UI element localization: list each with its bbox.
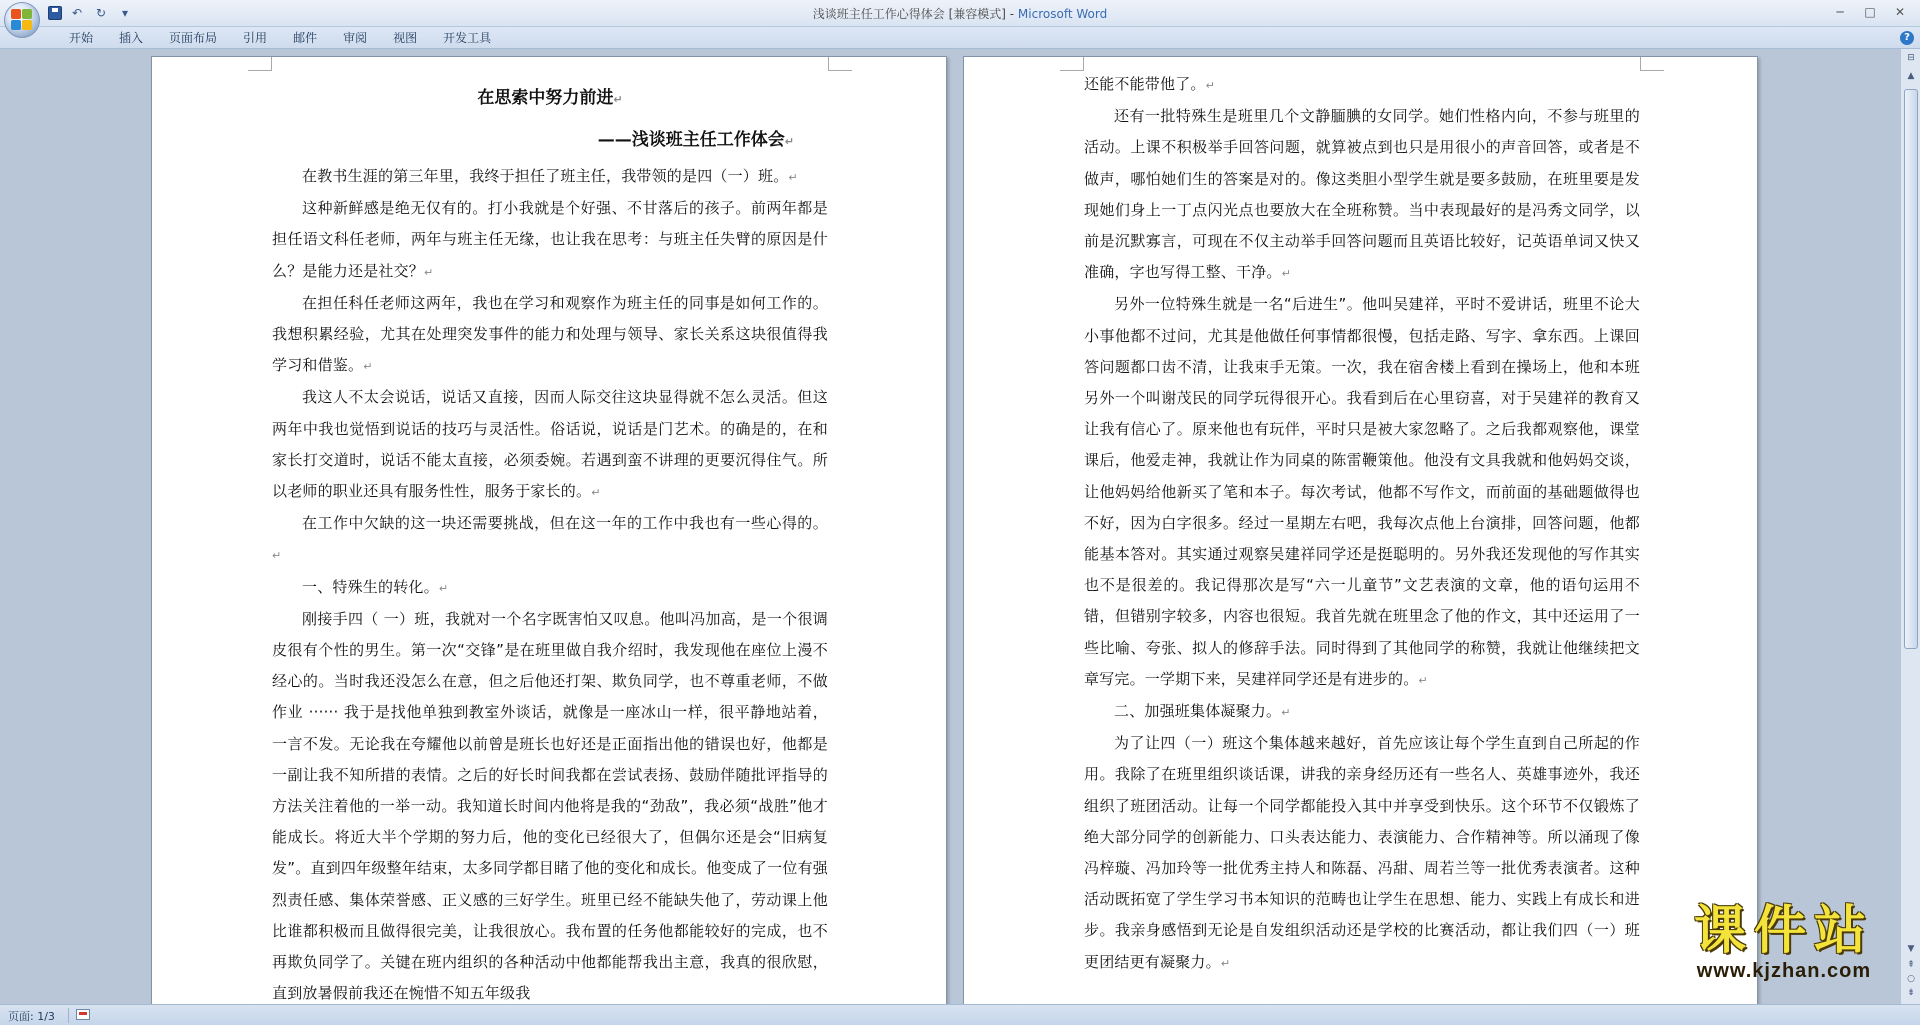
window-title-doc: 浅谈班主任工作心得体会 [兼容模式] - bbox=[812, 7, 1018, 21]
paragraph: 这种新鲜感是绝无仅有的。打小我就是个好强、不甘落后的孩子。前两年都是担任语文科任老师，两年与班主任无缘，也让我在思考：与班主任失臂的原因是什么？是能力还是社交？↵ bbox=[272, 199, 828, 280]
maximize-icon[interactable]: □ bbox=[1864, 5, 1876, 19]
ribbon-tab[interactable]: 审阅 bbox=[343, 31, 368, 45]
document-page-2[interactable] bbox=[963, 56, 1758, 1004]
watermark-url: www.kjzhan.com bbox=[1696, 960, 1872, 982]
page-2-text[interactable] bbox=[1084, 69, 1640, 979]
ribbon-tab[interactable]: 开发工具 bbox=[443, 31, 492, 45]
previous-page-icon[interactable]: ⇞ bbox=[1907, 960, 1915, 970]
document-page-1[interactable] bbox=[151, 56, 947, 1004]
document-subtitle: ——浅谈班主任工作体会↵ bbox=[597, 130, 794, 150]
ribbon-tab[interactable]: 引用 bbox=[243, 31, 268, 45]
kjzhan-watermark bbox=[1694, 902, 1874, 982]
paragraph: 在工作中欠缺的这一块还需要挑战，但在这一年的工作中我也有一些心得的。↵ bbox=[272, 514, 828, 563]
help-icon[interactable]: ? bbox=[1900, 31, 1914, 45]
paragraph: 在担任科任老师这两年，我也在学习和观察作为班主任的同事是如何工作的。我想积累经验，尤其在处理突发事件的能力和处理与领导、家长关系这块很值得我学习和借鉴。↵ bbox=[272, 293, 828, 375]
minimize-icon[interactable]: ─ bbox=[1836, 5, 1844, 19]
ribbon-tab-bar bbox=[0, 27, 1920, 49]
document-workspace bbox=[0, 49, 1900, 1004]
crop-mark bbox=[1060, 57, 1084, 71]
next-page-icon[interactable]: ⇟ bbox=[1907, 988, 1915, 998]
status-separator bbox=[68, 1008, 69, 1023]
page-count[interactable]: 页面: 1/3 bbox=[8, 1010, 55, 1023]
redo-icon[interactable]: ↻ bbox=[95, 6, 107, 20]
ribbon-tab[interactable]: 插入 bbox=[119, 31, 144, 45]
office-button[interactable] bbox=[4, 2, 40, 38]
scroll-up-icon[interactable]: ▲ bbox=[1907, 71, 1915, 81]
paragraph: 二、加强班集体凝聚力。↵ bbox=[1114, 702, 1291, 721]
paragraph: 一、特殊生的转化。↵ bbox=[302, 577, 449, 596]
proofing-status-icon[interactable] bbox=[76, 1009, 90, 1020]
scroll-down-icon[interactable]: ▼ bbox=[1907, 944, 1915, 954]
paragraph: 在教书生涯的第三年里，我终于担任了班主任，我带领的是四（一）班。↵ bbox=[302, 167, 798, 185]
paragraph: 刚接手四（ 一）班，我就对一个名字既害怕又叹息。他叫冯加高，是一个很调皮很有个性的男生。第一次“交锋”是在班里做自我介绍时，我发现他在座位上漫不经心的。当时我还没怎么在意，但之后他还打架、欺负同学，也不尊重老师，不做作业 ······ 我于是找他单独到教室外谈话，就像是一座冰山一样，很平静地站着，一言不发。无论我在夸耀他以前曾是班长也好还是正面指出他的错误也好，他都是一副让我不知所措的表情。之后的好长时间我都在尝试表扬、鼓励伴随批评指导的方法关注着他的一举一动。我知道长时间内他将是我的“劲敌”，我必须“战胜”他才能成长。将近大半个学期的努力后，他的变化已经很大了，但偶尔还是会“旧病复发”。直到四年级整年结束，太多同学都目睹了他的变化和成长。他变成了一位有强烈责任感、集体荣誉感、正义感的三好学生。班里已经不能缺失他了，劳动课上他比谁都积极而且做得很完美，让我很放心。我布置的任务他都能较好的完成，也不再欺负同学了。关键在班内组织的各种活动中他都能帮我出主意，我真的很欣慰，直到放暑假前我还在惋惜不知五年级我 bbox=[272, 609, 828, 1003]
paragraph: 另外一位特殊生就是一名“后进生”。他叫吴建祥，平时不爱讲话，班里不论大小事他都不过问，尤其是他做任何事情都很慢，包括走路、写字、拿东西。上课回答问题都口齿不清，让我束手无策。一次，我在宿舍楼上看到在操场上，他和本班另外一个叫谢茂民的同学玩得很开心。我看到后在心里窃喜，对于吴建祥的教育又让我有信心了。原来他也有玩伴，平时只是被大家忽略了。之后我都观察他，课堂课后，他爱走神，我就让作为同桌的陈雷鞭策他。他没有文具我就和他妈妈交谈，让他妈妈给他新买了笔和本子。每次考试，他都不写作文，而前面的基础题做得也不好，因为白字很多。经过一星期左右吧，我每次点他上台演排，回答问题，他都能基本答对。其实通过观察吴建祥同学还是挺聪明的。另外我还发现他的写作其实也不是很差的。我记得那次是写“六一儿童节”文艺表演的文章，他的语句运用不错，但错别字较多，内容也很短。我首先就在班里念了他的作文，其中还运用了一些比喻、夸张、拟人的修辞手法。同时得到了其他同学的称赞，我就让他继续把文章写完。一学期下来，吴建祥同学还是有进步的。↵ bbox=[1084, 295, 1640, 688]
window-title bbox=[0, 5, 1920, 22]
crop-mark bbox=[248, 57, 272, 71]
document-title: 在思索中努力前进↵ bbox=[477, 88, 623, 108]
scroll-thumb[interactable] bbox=[1904, 89, 1918, 649]
ribbon-tab[interactable]: 视图 bbox=[393, 31, 418, 45]
office-logo-icon bbox=[11, 9, 33, 31]
status-bar bbox=[0, 1004, 1920, 1025]
paragraph: 还能不能带他了。↵ bbox=[1084, 75, 1216, 93]
paragraph: 我这人不太会说话，说话又直接，因而人际交往这块显得就不怎么灵活。但这两年中我也觉悟到说话的技巧与灵活性。俗话说，说话是门艺术。的确是的，在和家长打交道时，说话不能太直接，必须委婉。若遇到蛮不讲理的更要沉得住气。所以老师的职业还具有服务性性，服务于家长的。↵ bbox=[272, 388, 828, 501]
title-bar bbox=[0, 0, 1920, 27]
watermark-logo-text: 课件站 bbox=[1693, 900, 1874, 961]
window-title-app: Microsoft Word bbox=[1017, 7, 1108, 21]
ribbon-tabs bbox=[56, 30, 504, 47]
window-controls bbox=[1826, 2, 1914, 22]
paragraph: 还有一批特殊生是班里几个文静腼腆的女同学。她们性格内向，不参与班里的活动。上课不积极举手回答问题，就算被点到也只是用很小的声音回答，或者是不做声，哪怕她们生的答案是对的。像这类胆小型学生就是要多鼓励，在班里要是发现她们身上一丁点闪光点也要放大在全班称赞。当中表现最好的是冯秀文同学，以前是沉默寡言，可现在不仅主动举手回答问题而且英语比较好，记英语单词又快又准确，字也写得工整、干净。↵ bbox=[1084, 107, 1640, 282]
crop-mark bbox=[828, 57, 852, 71]
ribbon-tab[interactable]: 页面布局 bbox=[169, 31, 218, 45]
crop-mark bbox=[1640, 57, 1664, 71]
ribbon-tab[interactable]: 邮件 bbox=[293, 31, 318, 45]
vertical-scrollbar[interactable] bbox=[1900, 49, 1920, 1004]
undo-icon[interactable]: ↶ bbox=[71, 6, 83, 20]
page-1-text[interactable] bbox=[272, 77, 828, 1004]
select-browse-object-icon[interactable]: ○ bbox=[1907, 974, 1915, 984]
view-ruler-icon[interactable]: ⊟ bbox=[1907, 53, 1915, 63]
customize-qat-icon[interactable]: ▾ bbox=[121, 6, 129, 20]
paragraph: 为了让四（一）班这个集体越来越好，首先应该让每个学生直到自己所起的作用。我除了在班里组织谈话课，讲我的亲身经历还有一些名人、英雄事迹外，我还组织了班团活动。让每一个同学都能投入其中并享受到快乐。这个环节不仅锻炼了绝大部分同学的创新能力、口头表达能力、表演能力、合作精神等。所以涌现了像冯梓璇、冯加玲等一批优秀主持人和陈磊、冯甜、周若兰等一批优秀表演者。这种活动既拓宽了学生学习书本知识的范畴也让学生在思想、能力、实践上有成长和进步。我亲身感悟到无论是自发组织活动还是学校的比赛活动，都让我们四（一）班更团结更有凝聚力。↵ bbox=[1084, 734, 1640, 971]
close-icon[interactable]: ✕ bbox=[1894, 5, 1906, 19]
ribbon-tab[interactable]: 开始 bbox=[69, 31, 94, 45]
